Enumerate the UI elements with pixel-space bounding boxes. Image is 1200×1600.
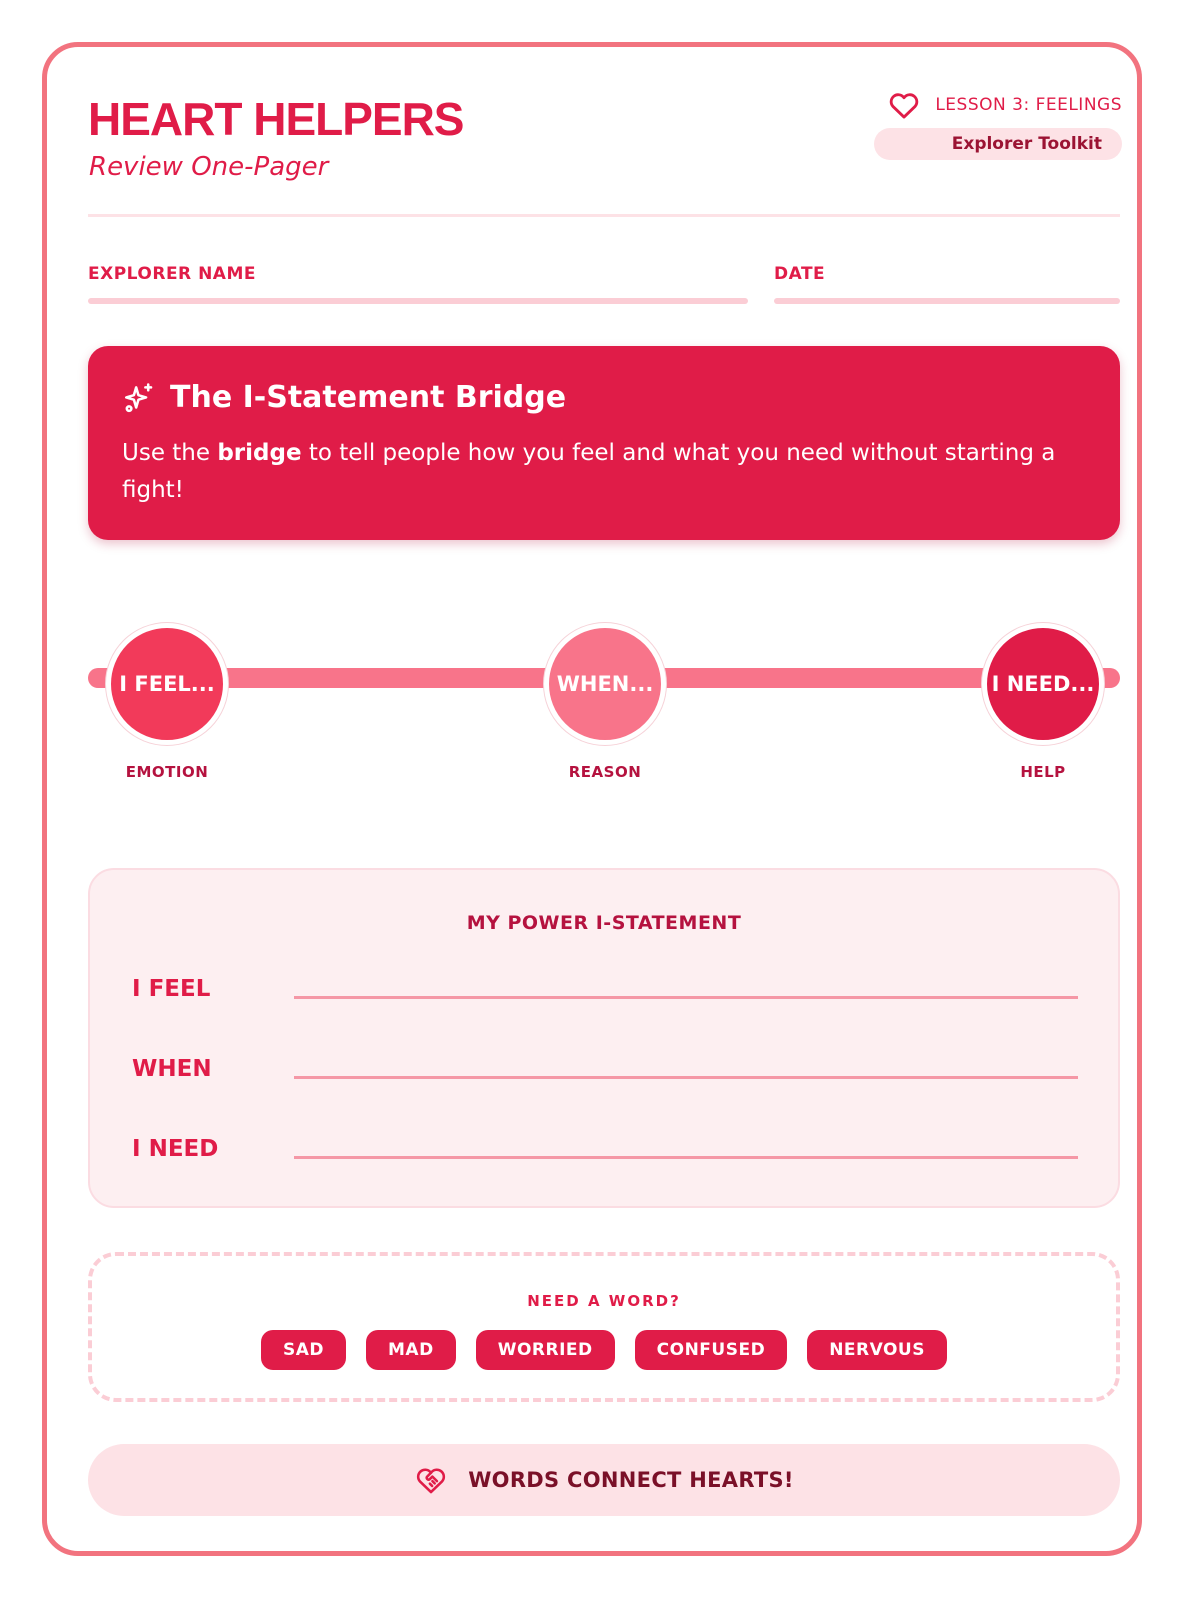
banner-text-end: to tell people how you feel and what you need without starting a fight!: [122, 440, 1056, 503]
banner-text-bold: bridge: [217, 440, 302, 466]
heart-handshake-icon: [414, 1463, 448, 1497]
statement-label-when: WHEN: [132, 1056, 212, 1082]
footer-text: WORDS CONNECT HEARTS!: [468, 1468, 794, 1492]
explorer-name-field[interactable]: [88, 298, 748, 304]
word-chip-nervous: NERVOUS: [807, 1330, 947, 1370]
lesson-label: [887, 88, 1122, 122]
lesson-text: LESSON 3: FEELINGS: [935, 95, 1122, 115]
banner-text-start: Use the: [122, 440, 218, 466]
statement-line-need[interactable]: [294, 1156, 1078, 1159]
bridge-caption-help: HELP: [1020, 763, 1066, 781]
statement-label-need: I NEED: [132, 1136, 219, 1162]
page-subtitle: Review One-Pager: [89, 152, 329, 182]
word-chip-worried: WORRIED: [476, 1330, 615, 1370]
power-statement-box: [88, 868, 1120, 1208]
word-chip-mad: MAD: [366, 1330, 456, 1370]
statement-line-when[interactable]: [294, 1076, 1078, 1079]
toolkit-badge: Explorer Toolkit: [874, 128, 1122, 160]
heart-icon: [887, 88, 921, 122]
date-field[interactable]: [774, 298, 1120, 304]
statement-line-feel[interactable]: [294, 996, 1078, 999]
date-label: DATE: [774, 264, 826, 284]
word-bank-heading: NEED A WORD?: [527, 1292, 681, 1310]
explorer-name-label: EXPLORER NAME: [88, 264, 256, 284]
banner-heading: [122, 380, 1086, 415]
bridge-banner: [88, 346, 1120, 540]
word-bank: [88, 1252, 1120, 1402]
word-chip-confused: CONFUSED: [635, 1330, 788, 1370]
word-chips: [92, 1330, 1116, 1370]
statement-heading: MY POWER I-STATEMENT: [466, 912, 742, 934]
footer-banner: [88, 1444, 1120, 1516]
bridge-step-feel: I FEEL...: [106, 623, 228, 745]
banner-description: [122, 435, 1092, 509]
bridge-step-need: I NEED...: [982, 623, 1104, 745]
page-title: HEART HELPERS: [88, 93, 464, 145]
bridge-caption-reason: REASON: [568, 763, 642, 781]
header-divider: [88, 214, 1120, 217]
statement-label-feel: I FEEL: [132, 976, 211, 1002]
bridge-step-when: WHEN...: [544, 623, 666, 745]
sparkles-icon: [122, 381, 156, 415]
banner-title: The I-Statement Bridge: [170, 380, 567, 415]
bridge-caption-emotion: EMOTION: [125, 763, 209, 781]
word-chip-sad: SAD: [261, 1330, 346, 1370]
